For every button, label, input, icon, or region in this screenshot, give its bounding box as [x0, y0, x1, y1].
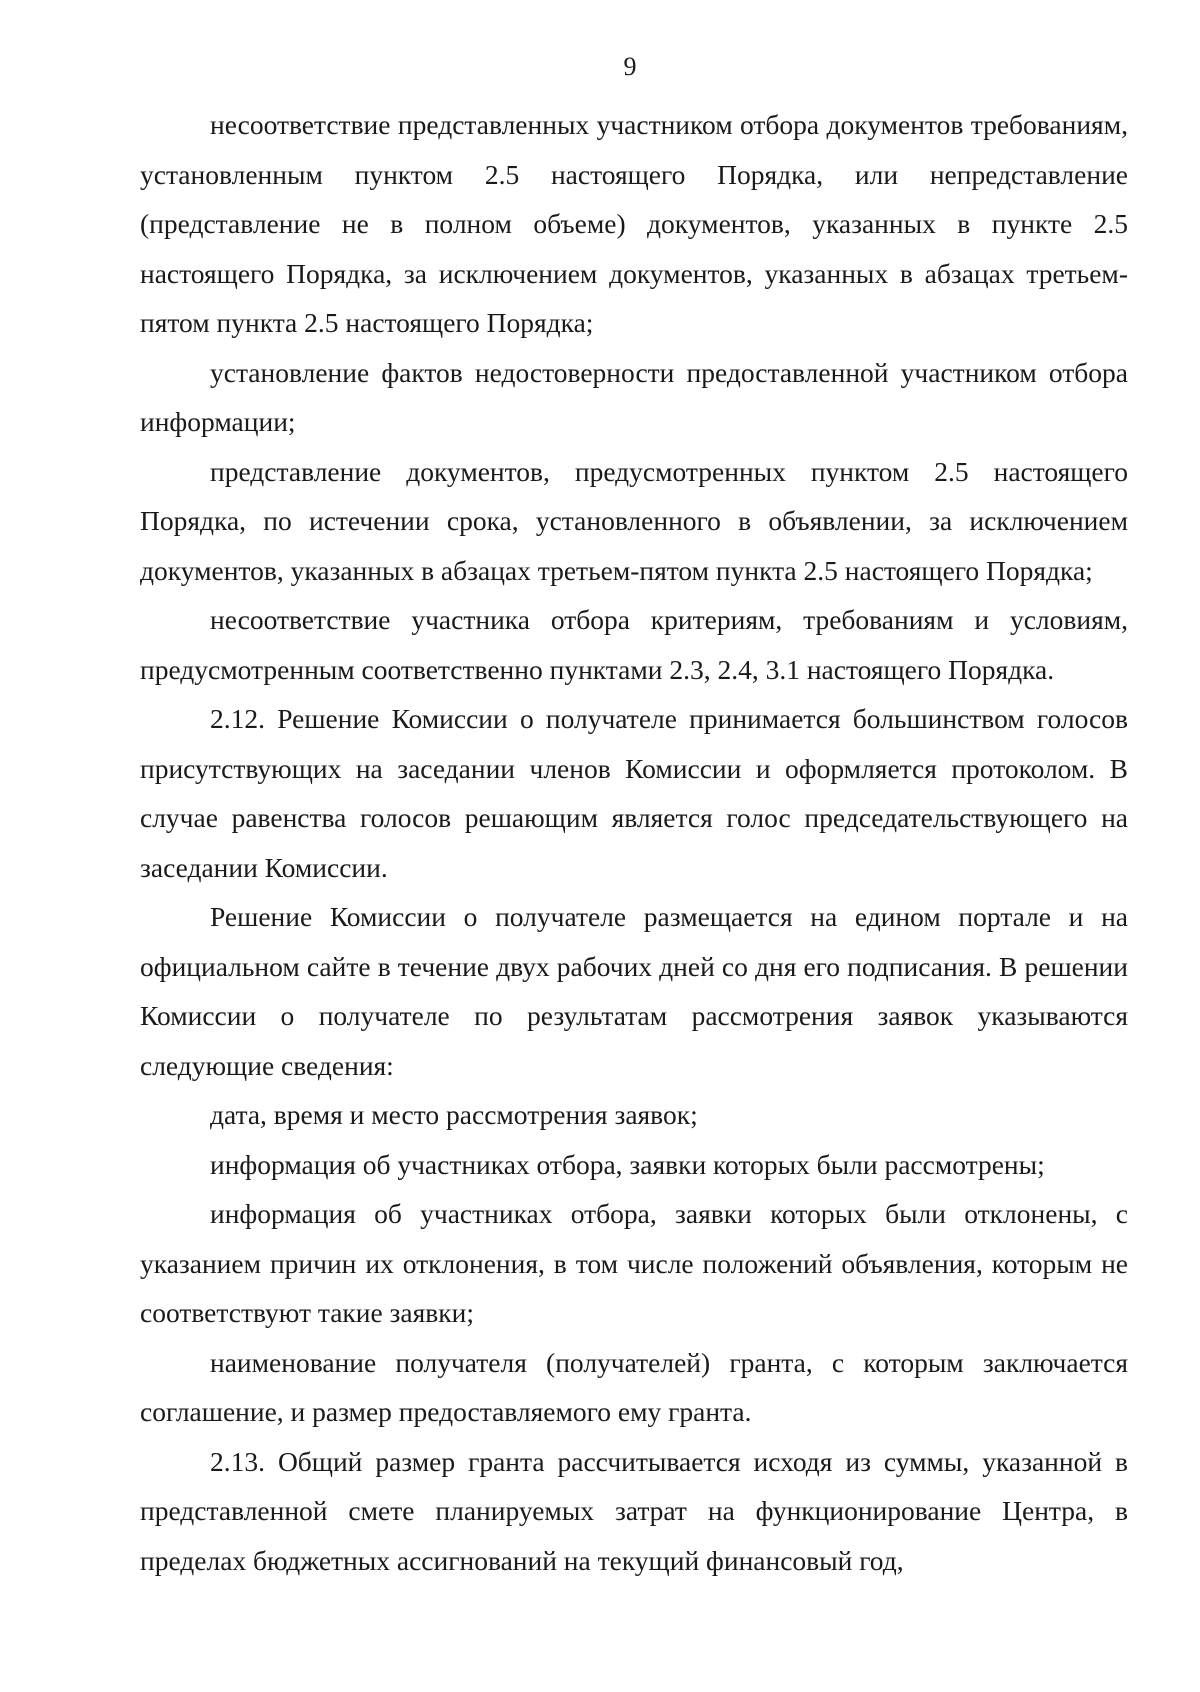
paragraph-2-12: 2.12. Решение Комиссии о получателе принимается большинством голосов присутствующих на заседании членов Комиссии и оформляется протоколом. В случае равенства голосов решающим является голос председательствующего на заседании Комиссии.	[140, 703, 1128, 883]
paragraph-2-13: 2.13. Общий размер гранта рассчитывается исходя из суммы, указанной в представленной смете планируемых затрат на функционирование Центра, в пределах бюджетных ассигнований на текущий финансовый год,	[140, 1445, 1128, 1576]
paragraph-grant-recipient: наименование получателя (получателей) гранта, с которым заключается соглашение, и размер предоставляемого ему гранта.	[140, 1346, 1128, 1427]
paragraph-nonconformity-documents: несоответствие представленных участником отбора документов требованиям, установленным пунктом 2.5 настоящего Порядка, или непредставление (представление не в полном объеме) документов, указанных в пункте 2.5 настоящего Порядка, за исключением документов, указанных в абзацах третьем-пятом пункта 2.5 настоящего Порядка;	[140, 109, 1128, 338]
paragraph-reviewed-applications: информация об участниках отбора, заявки которых были рассмотрены;	[210, 1148, 1045, 1180]
paragraph-decision-publication: Решение Комиссии о получателе размещается на едином портале и на официальном сайте в течение двух рабочих дней со дня его подписания. В решении Комиссии о получателе по результатам рассмотрения заявок указываются следующие сведения:	[140, 901, 1128, 1081]
paragraph-rejected-applications: информация об участниках отбора, заявки которых были отклонены, с указанием причин их отклонения, в том числе положений объявления, которым не соответствуют такие заявки;	[140, 1198, 1128, 1328]
paragraph-nonconformity-participant: несоответствие участника отбора критериям, требованиям и условиям, предусмотренным соответственно пунктами 2.3, 2.4, 3.1 настоящего Порядка.	[140, 604, 1128, 685]
paragraph-date-time-place: дата, время и место рассмотрения заявок;	[210, 1099, 698, 1130]
page-number: 9	[623, 52, 637, 81]
document-body	[140, 100, 1128, 1585]
paragraph-late-submission: представление документов, предусмотренных пунктом 2.5 настоящего Порядка, по истечении срока, установленного в объявлении, за исключением документов, указанных в абзацах третьем-пятом пункта 2.5 настоящего Порядка;	[140, 455, 1128, 586]
paragraph-false-information: установление фактов недостоверности предоставленной участником отбора информации;	[140, 356, 1128, 437]
